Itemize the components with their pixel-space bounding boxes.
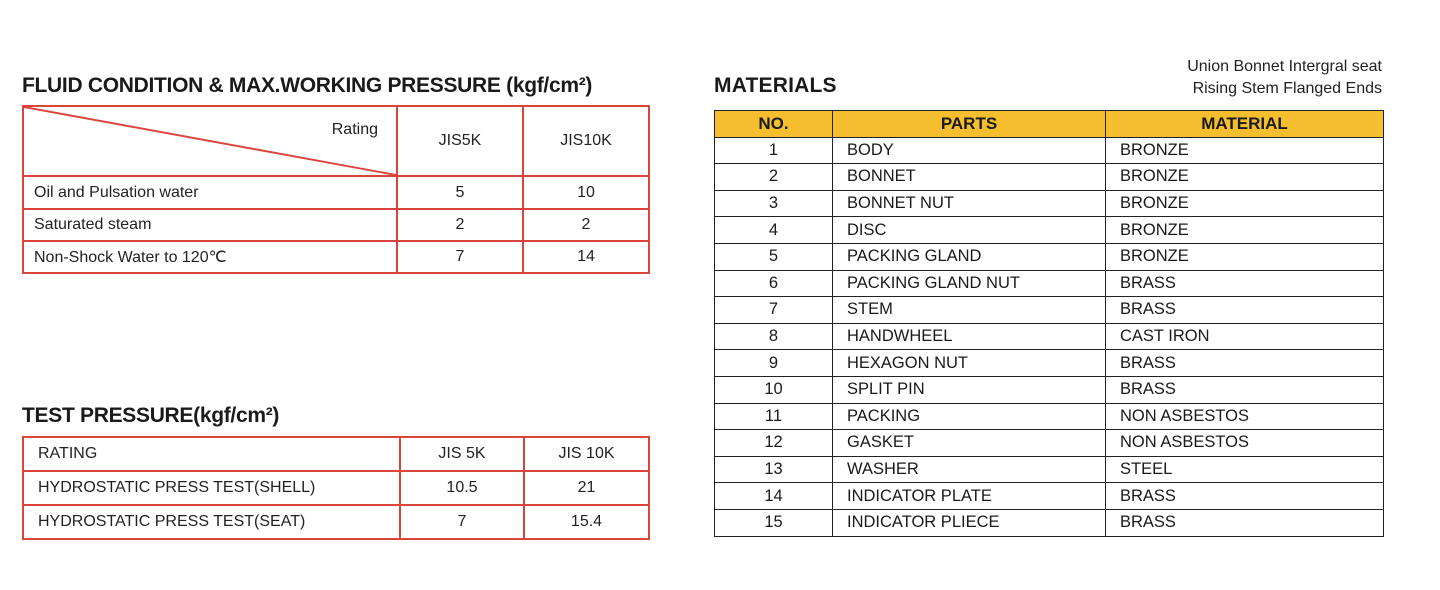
materials-note-line2: Rising Stem Flanged Ends xyxy=(1192,80,1382,97)
part-cell: HEXAGON NUT xyxy=(833,350,1106,377)
rating-cell: HYDROSTATIC PRESS TEST(SEAT) xyxy=(23,505,400,539)
table-row xyxy=(23,209,649,241)
no-cell: 1 xyxy=(715,137,833,164)
no-cell: 15 xyxy=(715,509,833,536)
table-row xyxy=(23,505,649,539)
jis10k-cell: 10 xyxy=(523,176,649,209)
part-cell: STEM xyxy=(833,297,1106,324)
no-cell: 8 xyxy=(715,323,833,350)
header-material: MATERIAL xyxy=(1106,111,1384,138)
no-cell: 2 xyxy=(715,164,833,191)
diagonal-line xyxy=(24,107,396,175)
fluid-condition-table xyxy=(22,105,650,274)
jis5k-cell: 7 xyxy=(397,241,523,273)
part-cell: WASHER xyxy=(833,456,1106,483)
rating-header: RATING xyxy=(23,437,400,471)
part-cell: HANDWHEEL xyxy=(833,323,1106,350)
table-row xyxy=(715,403,1384,430)
header-no: NO. xyxy=(715,111,833,138)
jis5k-cell: 5 xyxy=(397,176,523,209)
condition-cell: Saturated steam xyxy=(23,209,397,241)
material-cell: STEEL xyxy=(1106,456,1384,483)
materials-body xyxy=(715,137,1384,536)
material-cell: BRONZE xyxy=(1106,243,1384,270)
material-cell: BRASS xyxy=(1106,297,1384,324)
col-header-jis5k: JIS5K xyxy=(397,106,523,176)
table-row xyxy=(715,164,1384,191)
no-cell: 11 xyxy=(715,403,833,430)
part-cell: GASKET xyxy=(833,430,1106,457)
jis10k-cell: 14 xyxy=(523,241,649,273)
col-header-jis10k: JIS10K xyxy=(523,106,649,176)
jis10k-cell: 21 xyxy=(524,471,649,505)
part-cell: INDICATOR PLATE xyxy=(833,483,1106,510)
table-row xyxy=(23,241,649,273)
table-row xyxy=(715,483,1384,510)
rating-diagonal-cell xyxy=(23,106,397,176)
table-row xyxy=(715,350,1384,377)
no-cell: 14 xyxy=(715,483,833,510)
jis5k-cell: 10.5 xyxy=(400,471,524,505)
material-cell: BRONZE xyxy=(1106,190,1384,217)
no-cell: 7 xyxy=(715,297,833,324)
jis5k-cell: 2 xyxy=(397,209,523,241)
jis10k-cell: 2 xyxy=(523,209,649,241)
table-row xyxy=(715,297,1384,324)
table-row xyxy=(715,217,1384,244)
materials-title: MATERIALS xyxy=(714,74,837,97)
no-cell: 12 xyxy=(715,430,833,457)
part-cell: BONNET xyxy=(833,164,1106,191)
rating-cell: HYDROSTATIC PRESS TEST(SHELL) xyxy=(23,471,400,505)
table-row xyxy=(715,270,1384,297)
no-cell: 9 xyxy=(715,350,833,377)
material-cell: BRASS xyxy=(1106,270,1384,297)
table-row xyxy=(715,323,1384,350)
test-pressure-title: TEST PRESSURE(kgf/cm²) xyxy=(22,404,280,427)
material-cell: BRONZE xyxy=(1106,164,1384,191)
col-header-jis5k: JIS 5K xyxy=(400,437,524,471)
jis10k-cell: 15.4 xyxy=(524,505,649,539)
no-cell: 13 xyxy=(715,456,833,483)
jis5k-cell: 7 xyxy=(400,505,524,539)
table-row xyxy=(715,243,1384,270)
table-row xyxy=(715,376,1384,403)
table-row xyxy=(23,176,649,209)
test-pressure-table xyxy=(22,436,650,540)
test-header-row xyxy=(23,437,649,471)
table-row xyxy=(715,137,1384,164)
material-cell: BRASS xyxy=(1106,509,1384,536)
material-cell: BRASS xyxy=(1106,376,1384,403)
materials-header-row xyxy=(715,111,1384,138)
material-cell: NON ASBESTOS xyxy=(1106,430,1384,457)
material-cell: BRONZE xyxy=(1106,137,1384,164)
part-cell: PACKING GLAND xyxy=(833,243,1106,270)
part-cell: DISC xyxy=(833,217,1106,244)
part-cell: BONNET NUT xyxy=(833,190,1106,217)
no-cell: 3 xyxy=(715,190,833,217)
table-row xyxy=(23,471,649,505)
material-cell: BRONZE xyxy=(1106,217,1384,244)
part-cell: INDICATOR PLIECE xyxy=(833,509,1106,536)
no-cell: 10 xyxy=(715,376,833,403)
materials-table xyxy=(714,110,1384,537)
table-row xyxy=(715,509,1384,536)
fluid-header-row xyxy=(23,106,649,176)
no-cell: 6 xyxy=(715,270,833,297)
part-cell: BODY xyxy=(833,137,1106,164)
col-header-jis10k: JIS 10K xyxy=(524,437,649,471)
header-parts: PARTS xyxy=(833,111,1106,138)
part-cell: PACKING GLAND NUT xyxy=(833,270,1106,297)
table-row xyxy=(715,456,1384,483)
table-row xyxy=(715,430,1384,457)
condition-cell: Non-Shock Water to 120℃ xyxy=(23,241,397,273)
material-cell: NON ASBESTOS xyxy=(1106,403,1384,430)
fluid-condition-title: FLUID CONDITION & MAX.WORKING PRESSURE (kgf/cm²) xyxy=(22,74,593,97)
rating-label: Rating xyxy=(331,121,378,138)
condition-cell: Oil and Pulsation water xyxy=(23,176,397,209)
part-cell: SPLIT PIN xyxy=(833,376,1106,403)
material-cell: BRASS xyxy=(1106,483,1384,510)
no-cell: 4 xyxy=(715,217,833,244)
no-cell: 5 xyxy=(715,243,833,270)
part-cell: PACKING xyxy=(833,403,1106,430)
table-row xyxy=(715,190,1384,217)
material-cell: BRASS xyxy=(1106,350,1384,377)
material-cell: CAST IRON xyxy=(1106,323,1384,350)
materials-note-line1: Union Bonnet Intergral seat xyxy=(1187,58,1382,75)
